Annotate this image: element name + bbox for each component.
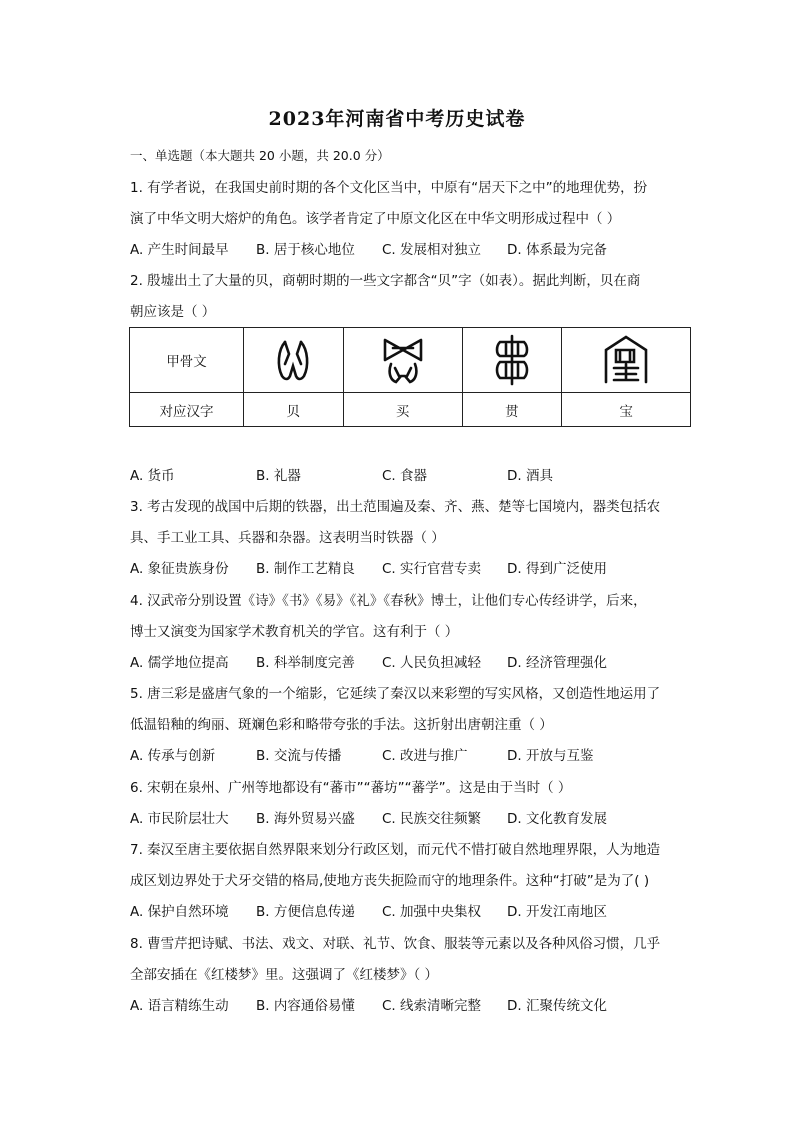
question-1-line-2: 演了中华文明大熔炉的角色。该学者肯定了中原文化区在中华文明形成过程中（ ） (130, 211, 621, 227)
option-c: C. 发展相对独立 (382, 242, 482, 258)
option-c: C. 实行官营专卖 (382, 561, 482, 577)
option-d: D. 得到广泛使用 (507, 561, 607, 577)
option-a: A. 货币 (130, 468, 175, 484)
oracle-bei-icon (244, 328, 344, 393)
option-b: B. 礼器 (256, 468, 301, 484)
option-a: A. 产生时间最早 (130, 242, 229, 258)
page-title: 2023年河南省中考历史试卷 (268, 108, 526, 130)
option-d: D. 开放与互鉴 (507, 748, 594, 764)
option-b: B. 内容通俗易懂 (256, 998, 355, 1014)
option-b: B. 方便信息传递 (256, 904, 355, 920)
option-d: D. 文化教育发展 (507, 811, 607, 827)
question-7-line-1: 7. 秦汉至唐主要依据自然界限来划分行政区划，而元代不惜打破自然地理界限，人为地造 (130, 842, 661, 858)
option-d: D. 酒具 (507, 468, 553, 484)
option-c: C. 食器 (382, 468, 428, 484)
option-d: D. 开发江南地区 (507, 904, 607, 920)
table-char-4: 宝 (562, 393, 691, 427)
table-char-3: 贯 (462, 393, 562, 427)
oracle-bao-icon (562, 328, 691, 393)
table-header-chars: 对应汉字 (130, 393, 244, 427)
question-8-line-2: 全部安插在《红楼梦》里。这强调了《红楼梦》（ ） (130, 967, 439, 983)
option-c: C. 人民负担减轻 (382, 655, 482, 671)
option-c: C. 改进与推广 (382, 748, 468, 764)
option-d: D. 体系最为完备 (507, 242, 607, 258)
option-d: D. 汇聚传统文化 (507, 998, 607, 1014)
question-5-line-1: 5. 唐三彩是盛唐气象的一个缩影，它延续了秦汉以来彩塑的写实风格，又创造性地运用了 (130, 686, 661, 702)
option-c: C. 民族交往频繁 (382, 811, 482, 827)
question-8-line-1: 8. 曹雪芹把诗赋、书法、戏文、对联、礼节、饮食、服装等元素以及各种风俗习惯，几乎 (130, 936, 661, 952)
option-c: C. 线索清晰完整 (382, 998, 482, 1014)
option-b: B. 海外贸易兴盛 (256, 811, 355, 827)
option-b: B. 科举制度完善 (256, 655, 355, 671)
table-char-2: 买 (343, 393, 462, 427)
table-header-oracle: 甲骨文 (130, 328, 244, 393)
question-6-line-1: 6. 宋朝在泉州、广州等地都设有“蕃市”“蕃坊”“蕃学”。这是由于当时（ ） (130, 780, 572, 796)
question-1-line-1: 1. 有学者说，在我国史前时期的各个文化区当中，中原有“居天下之中”的地理优势，扮 (130, 180, 648, 196)
question-2-line-1: 2. 殷墟出土了大量的贝，商朝时期的一些文字都含“贝”字（如表）。据此判断，贝在商 (130, 273, 641, 289)
question-3-line-1: 3. 考古发现的战国中后期的铁器，出土范围遍及秦、齐、燕、楚等七国境内，器类包括农 (130, 499, 661, 515)
question-4-line-1: 4. 汉武帝分别设置《诗》《书》《易》《礼》《春秋》博士，让他们专心传经讲学，后来， (130, 593, 647, 609)
option-a: A. 语言精练生动 (130, 998, 229, 1014)
question-5-line-2: 低温铅釉的绚丽、斑斓色彩和略带夸张的手法。这折射出唐朝注重（ ） (130, 717, 553, 733)
section-heading: 一、单选题（本大题共 20 小题，共 20.0 分） (130, 148, 390, 163)
question-3-line-2: 具、手工业工具、兵器和杂器。这表明当时铁器（ ） (130, 530, 445, 546)
option-c: C. 加强中央集权 (382, 904, 482, 920)
oracle-bone-table (129, 327, 691, 427)
option-a: A. 儒学地位提高 (130, 655, 229, 671)
question-7-line-2: 成区划边界处于犬牙交错的格局,使地方丧失扼险而守的地理条件。这种“打破”是为了( ) (130, 873, 650, 889)
table-char-1: 贝 (244, 393, 344, 427)
option-b: B. 居于核心地位 (256, 242, 355, 258)
option-a: A. 保护自然环境 (130, 904, 229, 920)
option-d: D. 经济管理强化 (507, 655, 607, 671)
oracle-mai-icon (343, 328, 462, 393)
option-a: A. 象征贵族身份 (130, 561, 229, 577)
option-b: B. 制作工艺精良 (256, 561, 355, 577)
question-2-line-2: 朝应该是（ ） (130, 304, 216, 320)
oracle-guan-icon (462, 328, 562, 393)
question-4-line-2: 博士又演变为国家学术教育机关的学官。这有利于（ ） (130, 624, 459, 640)
option-a: A. 传承与创新 (130, 748, 216, 764)
option-b: B. 交流与传播 (256, 748, 342, 764)
option-a: A. 市民阶层壮大 (130, 811, 229, 827)
